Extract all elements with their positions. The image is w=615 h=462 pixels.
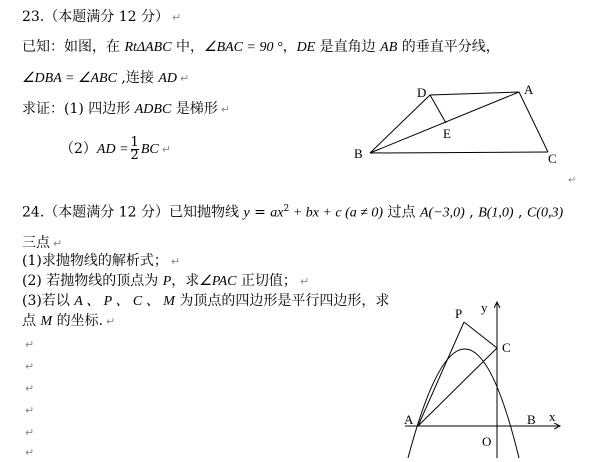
given-tail: 的垂直平分线， (397, 39, 500, 55)
segment-pc (464, 322, 497, 348)
label-a: A (524, 82, 534, 97)
return-mark: ↵ (25, 360, 35, 373)
return-mark: ↵ (25, 404, 35, 417)
prove-tail: 是梯形 (171, 101, 218, 117)
q2-p: P (162, 274, 172, 289)
return-mark: ↵ (106, 315, 116, 328)
comma-2: , (513, 204, 527, 221)
return-mark: ↵ (53, 237, 63, 250)
q2-tail: 正切值； (236, 273, 297, 289)
problem-23-title: 23.（本题满分 12 分） (22, 9, 169, 25)
return-mark: ↵ (25, 338, 35, 351)
q3-points: A 、 P 、 C 、 M (74, 294, 175, 309)
angle-equality: ∠DBA = ∠ABC (22, 71, 117, 86)
point-b: B(1,0) (478, 205, 514, 221)
eq-rest: + bx + c (289, 205, 342, 221)
given-de-text: 是直角边 (315, 39, 381, 55)
prove-label: 求证：(1) 四边形 (22, 101, 135, 117)
quad-adbc: ADBC (134, 102, 172, 117)
given-mid: 中， (171, 39, 205, 55)
point-c: C(0,3) (526, 205, 564, 221)
q3-cont-tail: 的坐标. (52, 313, 104, 329)
return-mark: ↵ (299, 275, 310, 288)
label-a-graph: A (404, 412, 414, 427)
angle-bac: ∠BAC = 90 ° (204, 40, 283, 55)
return-mark: ↵ (568, 175, 577, 186)
return-mark: ↵ (25, 446, 35, 459)
given-prefix: 已知：如图，在 (22, 39, 125, 55)
three-points: 三点 (22, 235, 50, 251)
eq-ax: ax (270, 205, 284, 221)
fraction-numerator: 1 (130, 134, 139, 150)
label-o: O (482, 434, 492, 449)
label-x: x (549, 409, 556, 424)
label-c-graph: C (502, 340, 511, 355)
comma-1: , (464, 204, 479, 221)
q3-prefix: (3)若以 (22, 293, 75, 309)
label-b: B (354, 146, 363, 161)
eq-y: y (243, 205, 250, 221)
q3-tail: 为顶点的四边形是平行四边形，求 (174, 293, 390, 309)
eq-condition: (a ≠ 0) (341, 205, 384, 221)
q2-prefix: (2) 若抛物线的顶点为 (22, 273, 163, 289)
connect-text: ,连接 (116, 70, 159, 86)
return-mark: ↵ (161, 143, 171, 156)
triangle-name: RtΔABC (124, 40, 172, 55)
label-p: P (455, 306, 463, 321)
q2-angle: ∠PAC (199, 274, 237, 289)
segment-ap (418, 322, 464, 426)
question-1-text: (1)求抛物线的解析式； (22, 253, 168, 269)
given-sep: ， (282, 39, 297, 55)
segment-ab: AB (380, 40, 398, 55)
segment-de: DE (296, 40, 316, 55)
return-mark: ↵ (25, 426, 35, 439)
part2-rhs: BC (140, 142, 159, 157)
label-c: C (548, 151, 557, 166)
fraction-denominator: 2 (130, 147, 139, 163)
q3-cont-prefix: 点 (22, 313, 41, 329)
label-y: y (481, 300, 488, 315)
return-mark: ↵ (170, 255, 181, 268)
label-b-graph: B (527, 412, 536, 427)
segment-ad: AD (158, 71, 177, 86)
parabola-curve (408, 349, 519, 458)
point-a: A(−3,0) (420, 205, 465, 221)
problem-24-title: 24.（本题满分 12 分）已知抛物线 (22, 204, 244, 221)
label-e: E (443, 126, 451, 141)
through-text: 过点 (383, 204, 420, 221)
return-mark: ↵ (220, 103, 230, 116)
return-mark: ↵ (179, 72, 190, 85)
return-mark: ↵ (25, 382, 35, 395)
label-d: D (417, 85, 427, 100)
eq-equals: = (249, 204, 271, 221)
part2-lhs: AD = (96, 142, 129, 157)
segment-ac-graph (418, 348, 497, 426)
return-mark: ↵ (171, 11, 182, 24)
eq-exponent: 2 (283, 204, 290, 214)
part2-label: （2） (60, 141, 97, 157)
q3-m: M (40, 314, 53, 329)
q2-mid: ，求 (171, 273, 200, 289)
